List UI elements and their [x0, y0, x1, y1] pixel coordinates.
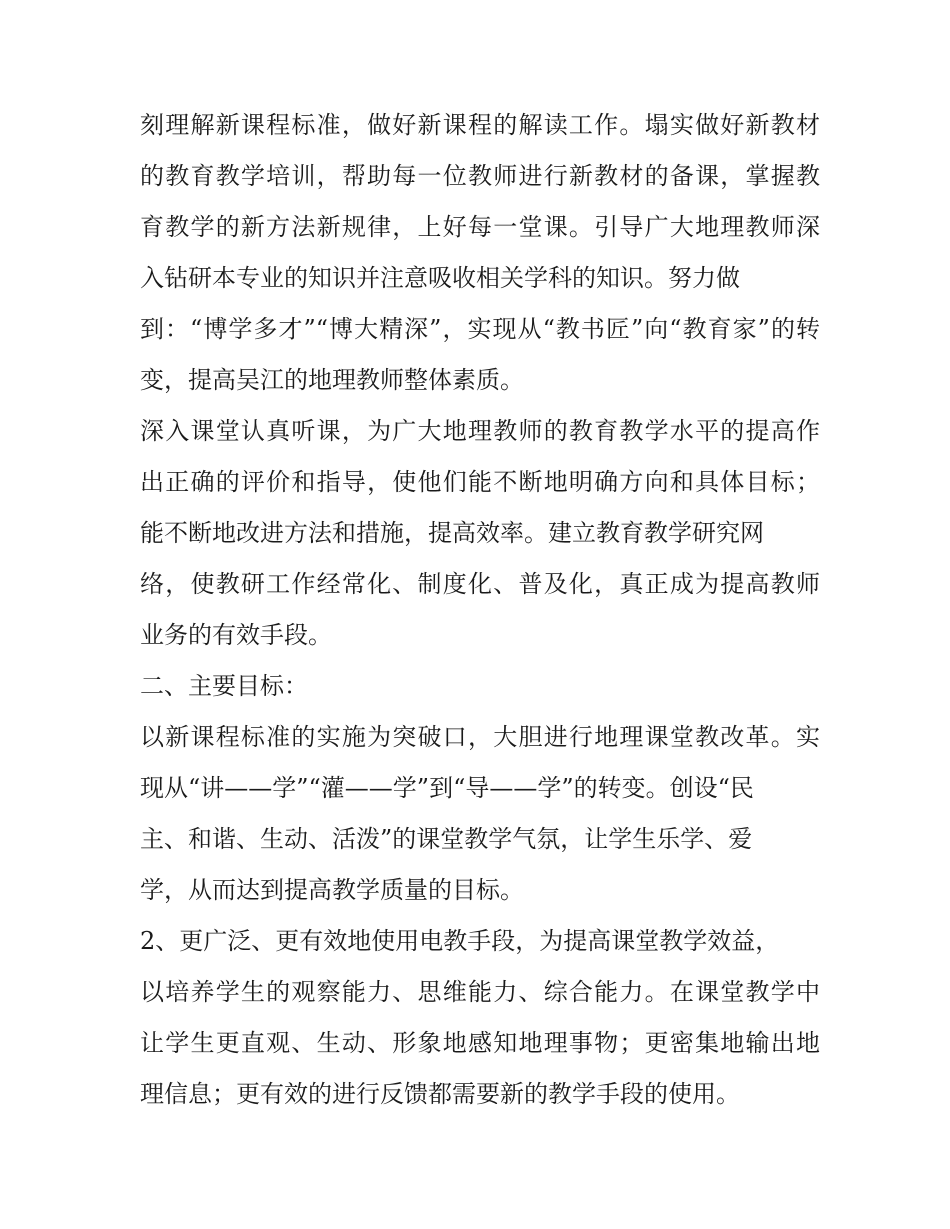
text-line: 以培养学生的观察能力、思维能力、综合能力。在课堂教学中 [140, 978, 820, 1006]
text-line: 2、更广泛、更有效地使用电教手段，为提高课堂教学效益， [140, 927, 780, 955]
text-line: 能不断地改进方法和措施，提高效率。建立教育教学研究网 [140, 519, 764, 547]
text-line: 深入课堂认真听课，为广大地理教师的教育教学水平的提高作 [140, 417, 820, 445]
text-line: 出正确的评价和指导，使他们能不断地明确方向和具体目标； [140, 468, 820, 496]
text-line: 刻理解新课程标准，做好新课程的解读工作。塌实做好新教材 [140, 111, 820, 139]
text-line: 现从“讲——学”“灌——学”到“导——学”的转变。创设“民 [140, 774, 754, 802]
text-line: 学，从而达到提高教学质量的目标。 [140, 876, 524, 904]
text-line: 变，提高吴江的地理教师整体素质。 [140, 366, 524, 394]
text-line: 业务的有效手段。 [140, 621, 332, 649]
text-line: 入钻研本专业的知识并注意吸收相关学科的知识。努力做 [140, 264, 740, 292]
text-line: 主、和谐、生动、活泼”的课堂教学气氛，让学生乐学、爱 [140, 825, 753, 853]
section-heading: 二、主要目标： [140, 672, 308, 700]
text-line: 让学生更直观、生动、形象地感知地理事物；更密集地输出地 [140, 1029, 820, 1057]
text-line: 以新课程标准的实施为突破口，大胆进行地理课堂教改革。实 [140, 723, 820, 751]
text-line: 络，使教研工作经常化、制度化、普及化，真正成为提高教师 [140, 570, 820, 598]
text-line: 到：“博学多才”“博大精深”，实现从“教书匠”向“教育家”的转 [140, 315, 820, 343]
text-line: 理信息；更有效的进行反馈都需要新的教学手段的使用。 [140, 1080, 740, 1108]
text-line: 育教学的新方法新规律，上好每一堂课。引导广大地理教师深 [140, 213, 820, 241]
document-body [140, 100, 820, 1120]
text-line: 的教育教学培训，帮助每一位教师进行新教材的备课，掌握教 [140, 162, 820, 190]
